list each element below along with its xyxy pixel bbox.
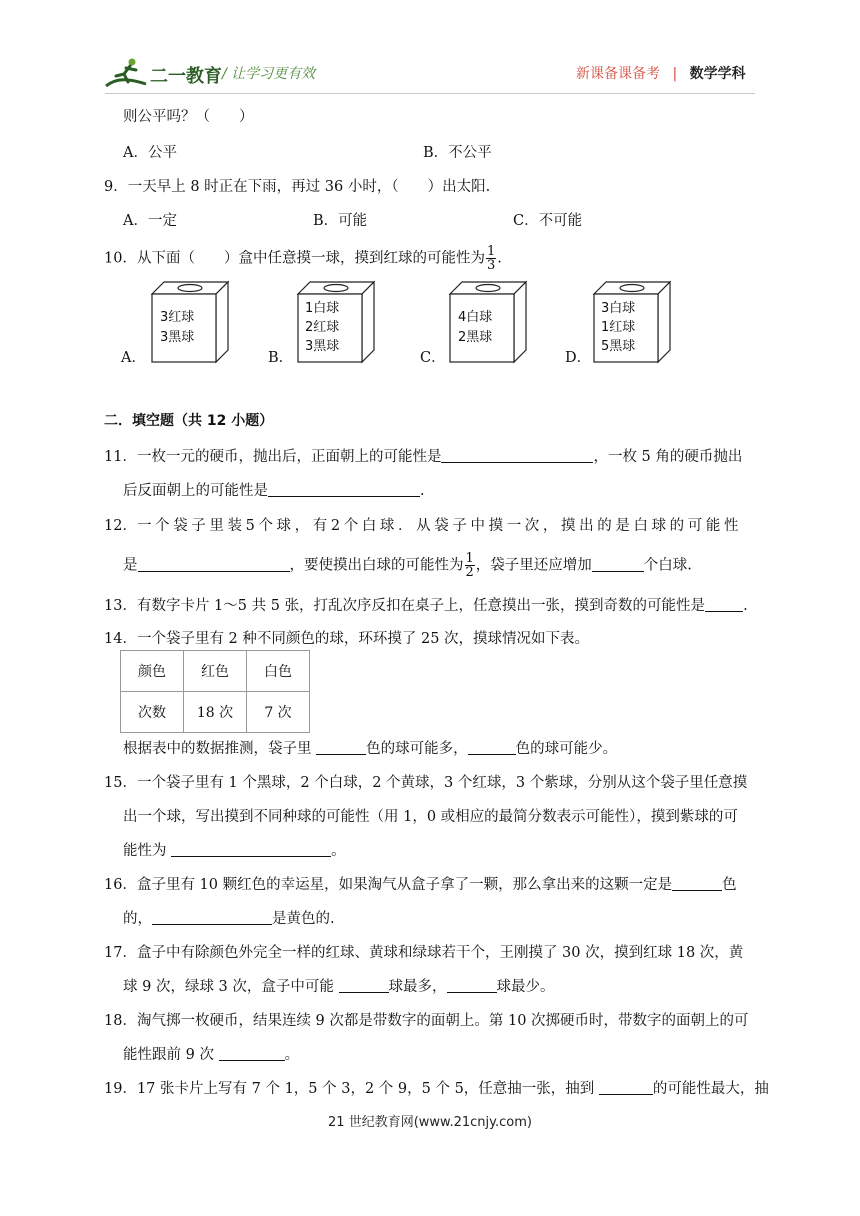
table-row: [121, 651, 310, 692]
q8-tail-text: 则公平吗？（ ）: [123, 109, 254, 125]
q12-answer-blank-2[interactable]: [592, 557, 644, 572]
q19-line-1: [104, 1077, 769, 1098]
box-a-line-2: 3黑球: [160, 330, 195, 345]
q15-text-a: 能性为: [123, 843, 172, 859]
logo-text: 二一教育: [150, 66, 222, 87]
q14-after-c: 色的球可能少。: [515, 741, 618, 757]
slogan: / 让学习更有效: [222, 66, 316, 82]
runner-logo-icon: [104, 56, 148, 90]
box-a-letter: A．: [121, 350, 146, 366]
q11-line-1: [104, 445, 742, 466]
q19-text-b: 的可能性最大，抽: [652, 1081, 769, 1097]
header-divider: [105, 93, 755, 94]
q12-line-1: 12．一 个 袋 子 里 装 5 个 球 ， 有 2 个 白 球 ． 从 袋 子 中 摸 一 次 ， 摸 出 的 是 白 球 的 可 能 性: [104, 518, 739, 534]
q11-text-a: 11．一枚一元的硬币，抛出后，正面朝上的可能性是: [104, 449, 442, 465]
q14-text: 14．一个袋子里有 2 种不同颜色的球，环环摸了 25 次，摸球情况如下表。: [104, 631, 590, 647]
header-course-label: 新课备课备考: [576, 66, 660, 82]
box-d-line-3: 5黑球: [601, 339, 636, 354]
q11-text-c: 后反面朝上的可能性是: [123, 483, 268, 499]
q10-text-before: 10．从下面（ ）盒中任意摸一球，摸到红球的可能性为: [104, 250, 485, 267]
q12-answer-blank-1[interactable]: [138, 557, 290, 572]
section-2-title: 二．填空题（共 12 小题）: [104, 413, 274, 429]
q16-text-a: 16．盒子里有 10 颗红色的幸运星，如果淘气从盒子拿了一颗，那么拿出来的这颗一定是: [104, 877, 673, 893]
q12-frac-den: 2: [465, 565, 474, 580]
box-d-line-1: 3白球: [601, 301, 636, 316]
q8-option-a: A．公平: [123, 145, 177, 161]
q10-frac-num: 1: [486, 244, 496, 259]
box-c-letter: C．: [420, 350, 446, 366]
q12-text-b: ，要使摸出白球的可能性为: [289, 557, 464, 574]
q9-option-b: B．可能: [313, 213, 368, 229]
box-b-line-3: 3黑球: [305, 339, 340, 354]
q17-line-2: [123, 975, 555, 996]
q16-text-b: 色: [722, 877, 737, 893]
q17-answer-blank-1[interactable]: [339, 978, 389, 993]
q15-line-3: [123, 839, 346, 860]
q16-line-2: [123, 907, 335, 928]
q12-frac-num: 1: [465, 551, 474, 566]
q10-text: [104, 245, 502, 272]
box-b-line-2: 2红球: [305, 320, 340, 335]
q13-text: 13．有数字卡片 1～5 共 5 张，打乱次序反扣在桌子上，任意摸出一张，摸到奇数的可能性是: [104, 598, 706, 614]
table-cell: 7 次: [247, 692, 310, 733]
box-d-letter: D．: [565, 350, 592, 366]
table-cell: 次数: [121, 692, 184, 733]
q11-line-2: [123, 479, 425, 500]
q17-text-a: 球 9 次，绿球 3 次，盒子中可能: [123, 979, 339, 995]
q11-text-d: .: [420, 483, 425, 499]
q19-answer-blank[interactable]: [599, 1080, 653, 1095]
box-b-letter: B．: [268, 350, 294, 366]
q13-line: [104, 594, 748, 615]
box-a: [148, 280, 232, 368]
q18-answer-blank[interactable]: [219, 1046, 285, 1061]
box-d-line-2: 1红球: [601, 320, 636, 335]
q10-text-after: .: [497, 250, 502, 267]
box-d: [590, 280, 674, 368]
box-c-line-1: 4白球: [458, 310, 493, 325]
table-row: [121, 692, 310, 733]
q14-table: [120, 650, 310, 733]
q10-fraction: [486, 245, 496, 272]
box-b-line-1: 1白球: [305, 301, 340, 316]
q9-option-c: C．不可能: [513, 213, 583, 229]
q9-text: 9．一天早上 8 时正在下雨，再过 36 小时，（ ）出太阳.: [104, 179, 491, 195]
q15-answer-blank[interactable]: [171, 842, 331, 857]
page-footer: 21 世纪教育网(www.21cnjy.com): [328, 1115, 532, 1130]
q11-answer-blank-2[interactable]: [268, 482, 420, 497]
q19-text-a: 19．17 张卡片上写有 7 个 1，5 个 3，2 个 9，5 个 5，任意抽一张，抽到: [104, 1081, 599, 1097]
q12-text-a: 是: [123, 557, 138, 574]
q11-text-b: ，一枚 5 角的硬币抛出: [593, 449, 743, 465]
q10-frac-den: 3: [486, 258, 496, 273]
q9-option-a: A．一定: [123, 213, 177, 229]
box-b: [294, 280, 378, 368]
q14-after-line: [123, 737, 617, 758]
q15-line-2: 出一个球，写出摸到不同种球的可能性（用 1，0 或相应的最简分数表示可能性），摸到紫球的可: [123, 809, 738, 825]
header-subject: 数学学科: [689, 66, 746, 82]
q16-answer-blank-1[interactable]: [672, 876, 722, 891]
q14-after-b: 色的球可能多，: [366, 741, 468, 757]
q17-text-b: 球最多，: [388, 979, 447, 995]
q18-text-a: 能性跟前 9 次: [123, 1047, 219, 1063]
q12-fraction: [465, 552, 475, 579]
table-cell: 红色: [184, 651, 247, 692]
box-c-line-2: 2黑球: [458, 330, 493, 345]
q11-answer-blank-1[interactable]: [441, 448, 593, 463]
q15-line-1: 15．一个袋子里有 1 个黑球，2 个白球，2 个黄球，3 个红球，3 个紫球，分别从这个袋子里任意摸: [104, 775, 748, 791]
q15-text-b: 。: [331, 843, 346, 859]
q16-answer-blank-2[interactable]: [152, 910, 272, 925]
header-separator: |: [672, 66, 678, 82]
table-cell: 颜色: [121, 651, 184, 692]
q8-option-b: B．不公平: [423, 145, 492, 161]
box-a-line-1: 3红球: [160, 310, 195, 325]
q12-text-c: ，袋子里还应增加: [475, 557, 592, 574]
table-cell: 白色: [247, 651, 310, 692]
q16-text-d: 是黄色的.: [272, 911, 335, 927]
q18-line-1: 18．淘气掷一枚硬币，结果连续 9 次都是带数字的面朝上。第 10 次掷硬币时，带数字的面朝上的可: [104, 1013, 749, 1029]
header-right: [576, 63, 746, 83]
q17-line-1: 17．盒子中有除颜色外完全一样的红球、黄球和绿球若干个，王刚摸了 30 次，摸到红球 18 次，黄: [104, 945, 744, 961]
q12-text-d: 个白球.: [643, 557, 692, 574]
q14-after-a: 根据表中的数据推测，袋子里: [123, 741, 317, 757]
q13-answer-blank[interactable]: [705, 597, 743, 612]
q17-answer-blank-2[interactable]: [447, 978, 497, 993]
q14-answer-blank-2[interactable]: [468, 740, 516, 755]
q16-text-c: 的，: [123, 911, 152, 927]
q14-answer-blank-1[interactable]: [316, 740, 366, 755]
q18-text-b: 。: [284, 1047, 300, 1063]
box-c: [446, 280, 530, 368]
q16-line-1: [104, 873, 737, 894]
q17-text-c: 球最少。: [496, 979, 555, 995]
q18-line-2: [123, 1043, 299, 1064]
q13-end: .: [743, 598, 748, 614]
q12-line-2: [123, 552, 692, 579]
table-cell: 18 次: [184, 692, 247, 733]
